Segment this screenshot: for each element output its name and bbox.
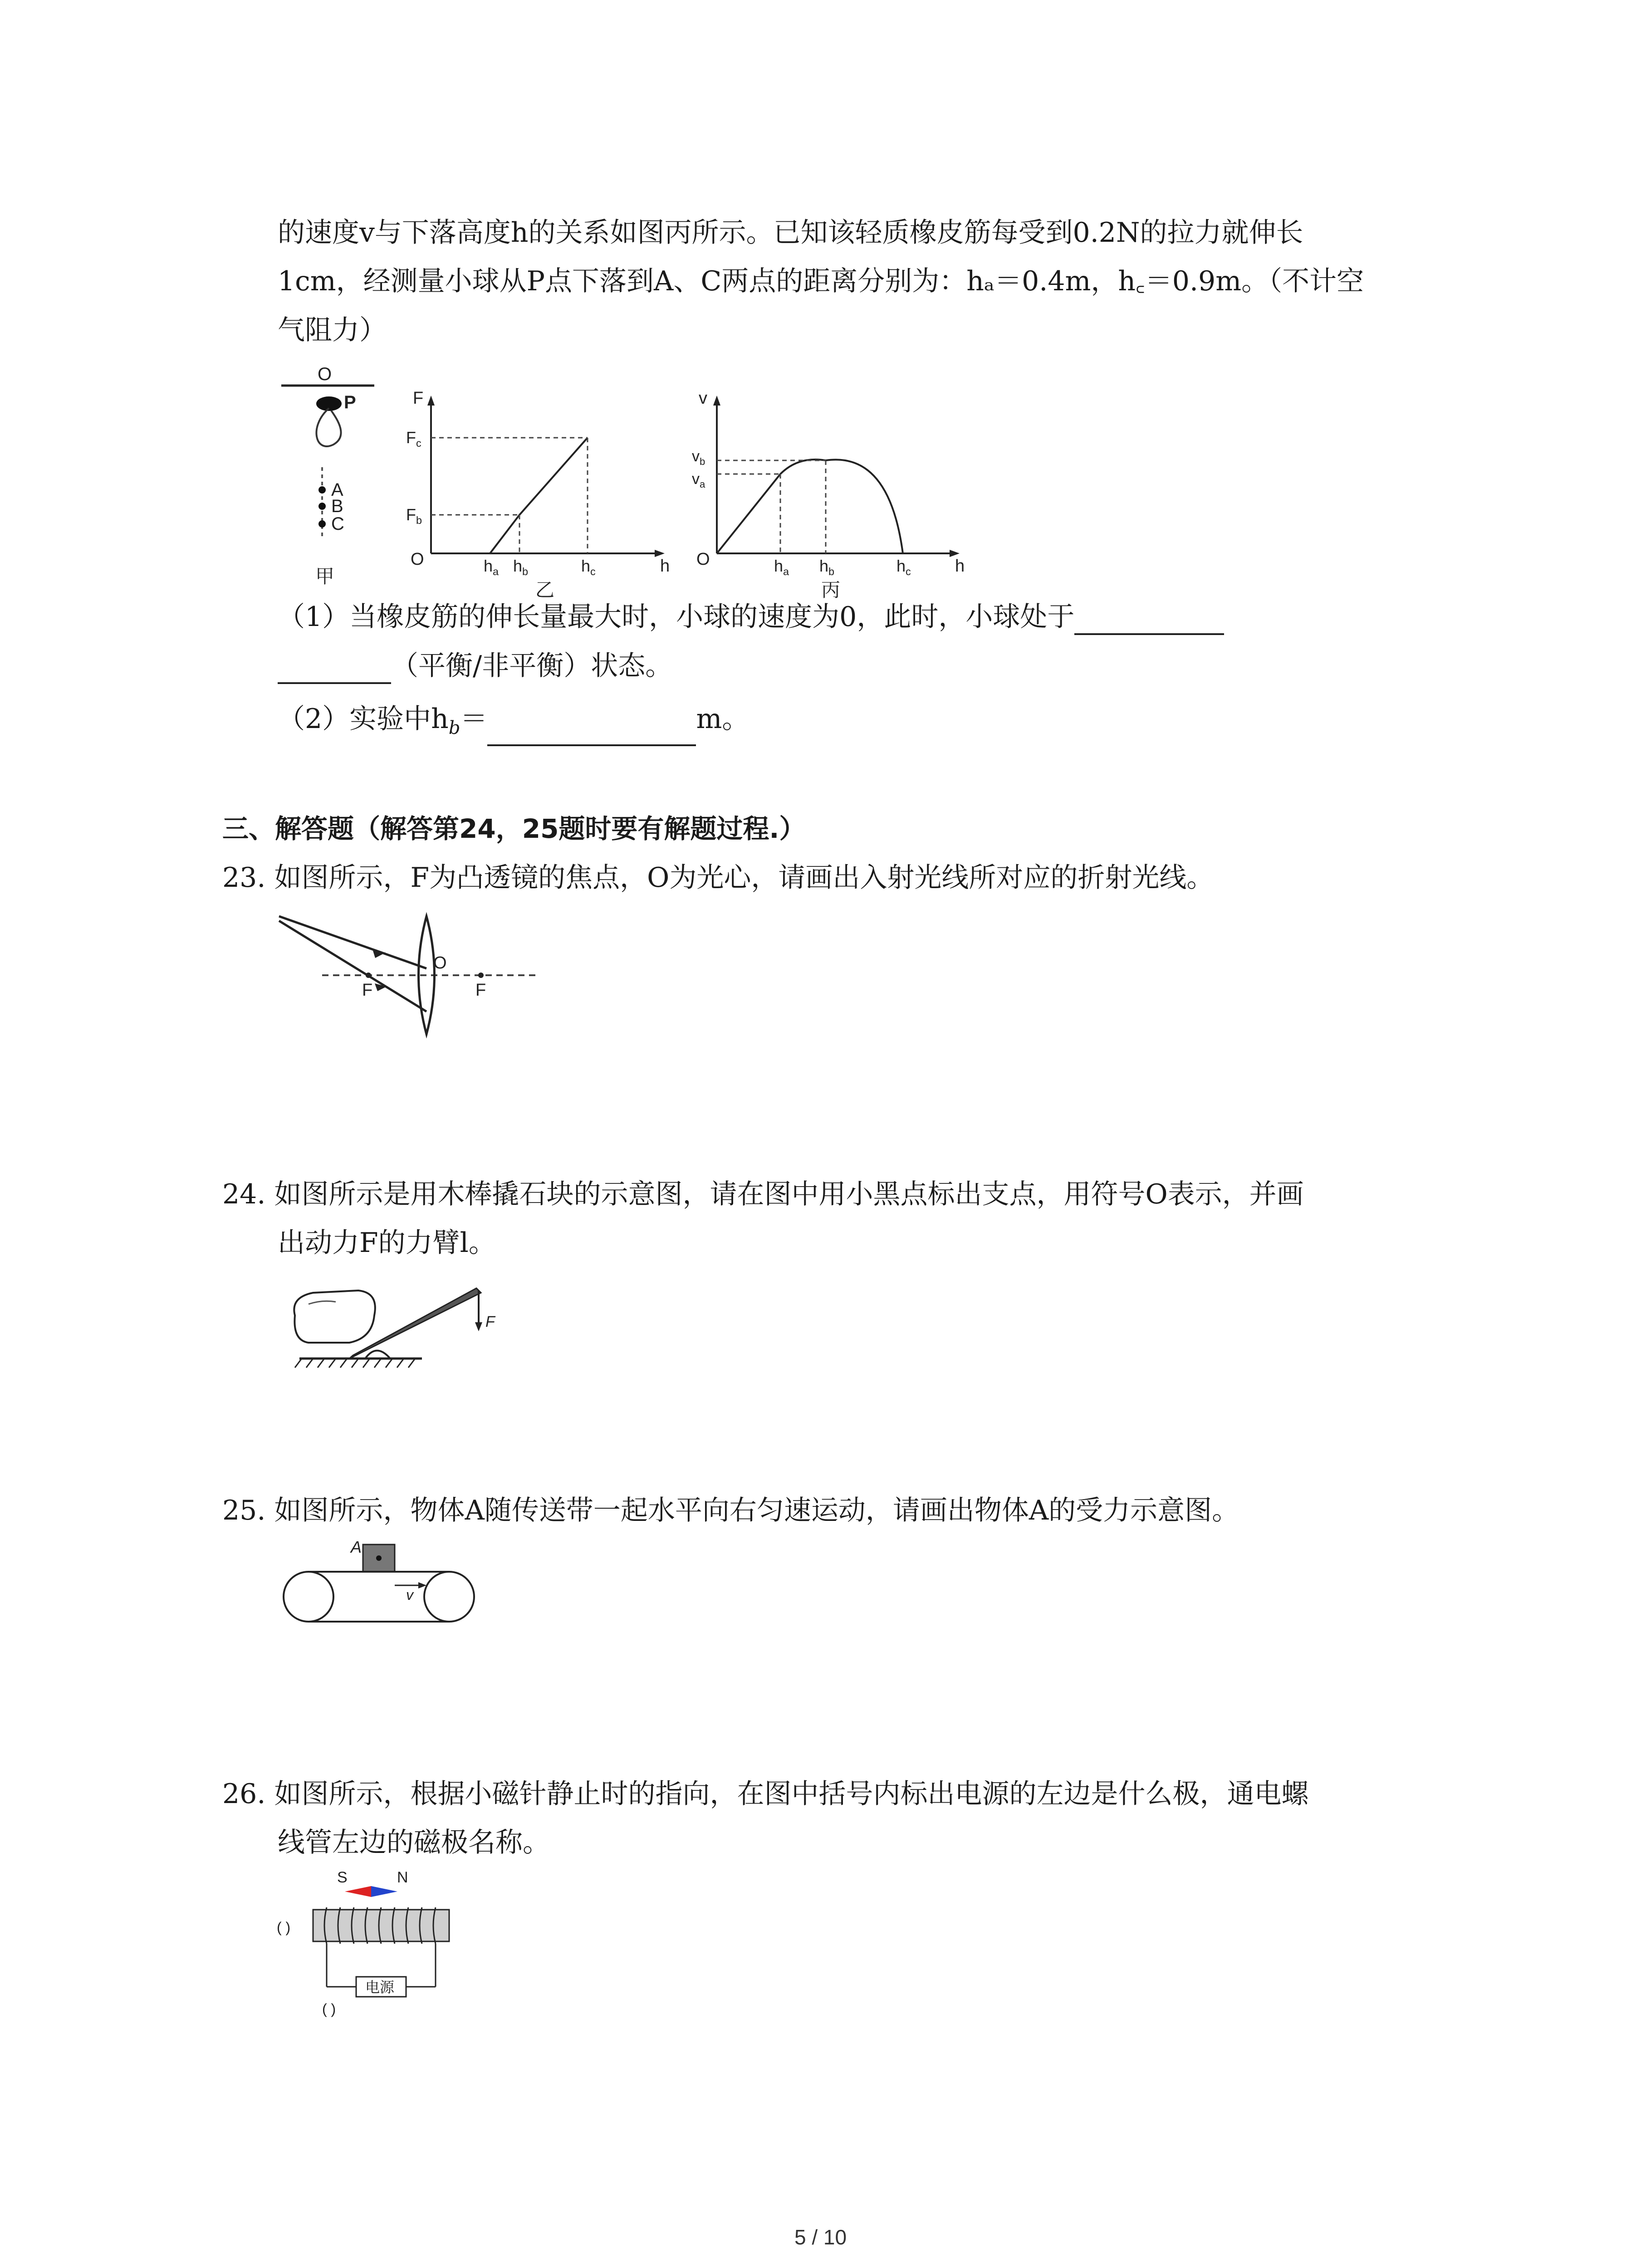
q26-line1: 如图所示，根据小磁针静止时的指向，在图中括号内标出电源的左边是什么极，通电螺 [274, 1778, 1309, 1810]
q23-num: 23. [222, 862, 266, 894]
q22-blank-2[interactable] [487, 716, 696, 746]
x-axis-label: h [660, 557, 670, 576]
q26-num: 26. [222, 1778, 266, 1810]
q23-label-O: O [433, 953, 447, 973]
q26 [222, 1776, 1309, 1812]
q26-label-S: S [337, 1869, 348, 1886]
q22-sub2-text: （2）实验中h [278, 703, 449, 735]
intro-line-1: 的速度v与下落高度h的关系如图丙所示。已知该轻质橡皮筋每受到0.2N的拉力就伸长 [278, 217, 1303, 249]
label-P: P [344, 392, 356, 412]
section-heading: 三、解答题（解答第24，25题时要有解题过程.） [222, 813, 806, 844]
caption-bing: 丙 [821, 579, 841, 601]
q25-num: 25. [222, 1495, 266, 1526]
figure-q25-conveyor [277, 1535, 485, 1649]
q24-line2: 出动力F的力臂l。 [278, 1227, 496, 1259]
q24-label-F: F [485, 1313, 495, 1330]
origin-label: O [411, 550, 424, 569]
chart-yi [404, 390, 676, 603]
q25-label-A: A [351, 1538, 362, 1556]
intro-line-3: 气阻力） [278, 314, 387, 346]
figure-q26-solenoid [277, 1864, 467, 2019]
q22-sub1 [278, 599, 1224, 635]
series-line [490, 438, 588, 553]
figure-q24-lever [281, 1275, 517, 1379]
q23-text: 如图所示，F为凸透镜的焦点，O为光心，请画出入射光线所对应的折射光线。 [274, 862, 1214, 894]
q26-line2: 线管左边的磁极名称。 [278, 1827, 550, 1858]
q22-blank-1[interactable] [1074, 605, 1224, 635]
figure-jia [272, 363, 390, 599]
origin-label: O [696, 550, 710, 569]
q24 [222, 1176, 1304, 1212]
q25 [222, 1492, 1239, 1529]
x-tick-hb: $h_b$ [819, 557, 835, 577]
x-axis-label: h [955, 557, 965, 576]
q22-sub2 [278, 701, 749, 746]
page-number: 5 / 10 [794, 2225, 847, 2249]
x-tick-ha: $h_a$ [484, 557, 499, 577]
y-axis-label: v [699, 389, 707, 408]
y-axis-arrow [713, 396, 720, 406]
y-axis-label: F [413, 389, 424, 408]
x-tick-hc: $h_c$ [581, 557, 596, 577]
x-axis-arrow [950, 550, 960, 557]
q23-label-F1: F [362, 981, 373, 1000]
chart-bing [690, 390, 971, 603]
caption-yi: 乙 [535, 579, 555, 601]
q22-sub2-subscript: b [448, 718, 460, 738]
x-axis-arrow [655, 550, 665, 557]
q22-sub1-tail: （平衡/非平衡）状态。 [391, 650, 673, 682]
q22-sub1-cont [278, 648, 672, 684]
x-tick-hb: $h_b$ [513, 557, 529, 577]
q24-num: 24. [222, 1178, 266, 1210]
q22-sub1-text: （1）当橡皮筋的伸长量最大时，小球的速度为0，此时，小球处于 [278, 601, 1075, 633]
q26-label-power: 电源 [365, 1979, 395, 1995]
figure-q23-lens [272, 907, 544, 1043]
q22-sub2-unit: m。 [696, 703, 749, 735]
label-B: B [331, 496, 343, 516]
x-tick-hc: $h_c$ [896, 557, 911, 577]
label-C: C [331, 514, 344, 534]
q25-label-v: v [406, 1587, 413, 1603]
y-tick-Fc: $F_c$ [406, 428, 421, 449]
y-tick-vb: $v_b$ [692, 448, 705, 467]
y-tick-va: $v_a$ [692, 470, 705, 490]
q26-bracket-top: ( ) [277, 1919, 291, 1936]
q22-blank-1b[interactable] [278, 654, 391, 684]
q23 [222, 860, 1214, 896]
q26-bracket-bottom: ( ) [322, 2001, 336, 2017]
q25-text: 如图所示，物体A随传送带一起水平向右匀速运动，请画出物体A的受力示意图。 [274, 1495, 1239, 1526]
label-O: O [318, 364, 332, 384]
q24-line1: 如图所示是用木棒撬石块的示意图，请在图中用小黑点标出支点，用符号O表示，并画 [274, 1178, 1304, 1210]
label-A: A [331, 480, 343, 500]
q23-label-F2: F [475, 981, 486, 1000]
x-tick-ha: $h_a$ [774, 557, 789, 577]
q26-label-N: N [397, 1869, 408, 1886]
y-axis-arrow [427, 396, 435, 406]
q22-sub2-eq: ＝ [460, 703, 488, 735]
caption-jia: 甲 [315, 566, 335, 587]
intro-line-2: 1cm，经测量小球从P点下落到A、C两点的距离分别为：hₐ＝0.4m，h꜀＝0.9m。（不计空 [278, 265, 1364, 297]
y-tick-Fb: $F_b$ [406, 505, 422, 526]
